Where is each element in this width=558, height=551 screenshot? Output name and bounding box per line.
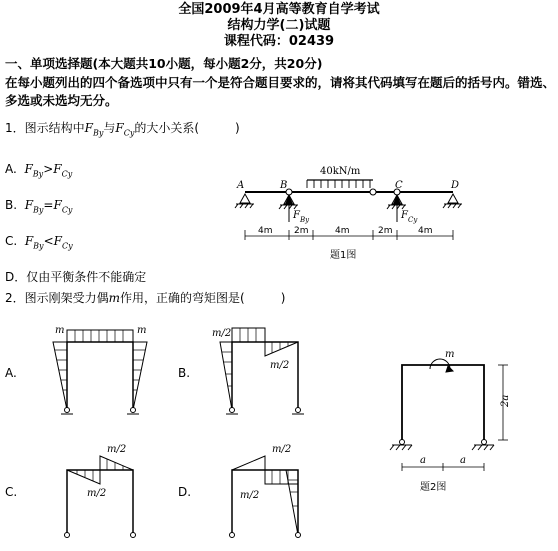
q1-option-c-f2-sub: Cy — [61, 241, 73, 251]
reaction-b-sub: By — [300, 216, 310, 224]
q1-option-c-rel: < — [43, 234, 54, 248]
reaction-b-label: F — [293, 210, 300, 221]
dim-3: 4m — [335, 226, 350, 236]
dim-4: 2m — [378, 226, 393, 236]
fig2-dim-2: a — [460, 455, 466, 466]
q1-option-b-f1: F — [24, 198, 34, 212]
reaction-c-label: F — [401, 210, 408, 221]
q2b-label-left: m/2 — [212, 328, 232, 339]
q2-option-a[interactable]: A. — [5, 366, 17, 380]
q1-option-b-letter: B. — [5, 198, 18, 212]
dim-5: 4m — [418, 226, 433, 236]
q1-option-b-f2-sub: Cy — [61, 205, 73, 215]
point-b: B — [280, 180, 288, 191]
reaction-b-arrow — [286, 196, 292, 222]
q1-option-c-f1: F — [24, 234, 34, 248]
q1-option-a-f1-sub: By — [32, 169, 44, 179]
q1-fby-sub: By — [92, 128, 104, 138]
q1-option-d[interactable]: D．仅由平衡条件不能确定 — [5, 270, 147, 284]
q1-mid: 与 — [103, 121, 116, 135]
q1-option-a-rel: > — [43, 162, 54, 176]
q2b-label-right: m/2 — [270, 360, 290, 371]
dim-1: 4m — [258, 226, 273, 236]
q2-option-b[interactable]: B. — [178, 366, 191, 380]
fig2-moment-label: m — [445, 349, 455, 360]
q1-option-b-rel: = — [43, 198, 54, 212]
q1-option-c-f1-sub: By — [33, 241, 44, 251]
q2c-label-top: m/2 — [107, 444, 127, 455]
dim-2: 2m — [294, 226, 309, 236]
fig2-dim-1: a — [420, 455, 426, 466]
q1-option-a[interactable] — [5, 162, 72, 178]
support-d — [443, 194, 462, 208]
q1-option-b-f1-sub: By — [33, 205, 44, 215]
q1-option-c-letter: C. — [5, 234, 18, 248]
reaction-c-arrow — [394, 196, 400, 222]
q1-option-a-letter: A. — [5, 162, 17, 176]
q1-option-a-f2-sub: Cy — [61, 169, 73, 179]
instruction-line-1: 在每小题列出的四个备选项中只有一个是符合题目要求的，请将其代码填写在题后的括号内。错选、 — [5, 75, 556, 90]
q1-option-b-f2: F — [53, 198, 62, 212]
point-a: A — [237, 180, 245, 191]
q2-diagram-a — [45, 320, 165, 420]
q2d-label-top: m/2 — [272, 444, 292, 455]
point-c: C — [395, 180, 403, 191]
q2-prefix: 2．图示刚架受力偶 — [5, 291, 109, 305]
course-title: 结构力学(二)试题 — [227, 18, 331, 33]
q2-diagram-c — [45, 440, 165, 540]
q1-option-a-f1: F — [24, 162, 33, 176]
q2-m: m — [108, 291, 121, 305]
exam-title: 全国2009年4月高等教育自学考试 — [178, 2, 380, 17]
figure-2-caption: 题2图 — [420, 482, 447, 493]
q1-suffix: 的大小关系( ) — [134, 121, 240, 135]
q1-option-c-f2: F — [53, 234, 62, 248]
question-1-stem — [5, 121, 240, 140]
q2-diagram-d — [210, 440, 330, 540]
support-a — [235, 194, 254, 208]
question-2-stem — [5, 291, 285, 306]
q2d-label-bottom: m/2 — [240, 490, 260, 501]
course-code: 课程代码：02439 — [223, 34, 335, 49]
distributed-load — [307, 180, 373, 188]
q2a-label-right: m — [137, 325, 147, 336]
q1-prefix: 1．图示结构中 — [5, 121, 85, 135]
q2-suffix: 作用，正确的弯矩图是( ) — [120, 291, 286, 305]
q1-option-a-f2: F — [53, 162, 62, 176]
q2-option-c[interactable]: C. — [5, 485, 18, 499]
q1-option-b[interactable] — [5, 198, 72, 214]
fig2-height-label: 2a — [500, 394, 511, 407]
q1-option-c[interactable] — [5, 234, 73, 250]
q2-option-d[interactable]: D. — [178, 485, 192, 499]
q1-fby: F — [84, 121, 93, 135]
figure-1-caption: 题1图 — [330, 250, 357, 261]
figure-1 — [225, 160, 475, 280]
instruction-line-2: 多选或未选均无分。 — [5, 93, 118, 108]
q1-fcy-sub: Cy — [123, 128, 135, 138]
reaction-c-sub: Cy — [408, 216, 418, 224]
load-label: 40kN/m — [320, 166, 361, 177]
hinge-mid — [370, 189, 376, 195]
q2a-label-left: m — [55, 325, 65, 336]
section-heading: 一、单项选择题(本大题共10小题，每小题2分，共20分) — [5, 56, 323, 71]
point-d: D — [451, 180, 460, 191]
q1-fcy: F — [115, 121, 124, 135]
q2c-label-bottom: m/2 — [87, 488, 107, 499]
q2-diagram-b — [210, 320, 330, 420]
figure-2 — [378, 345, 528, 505]
